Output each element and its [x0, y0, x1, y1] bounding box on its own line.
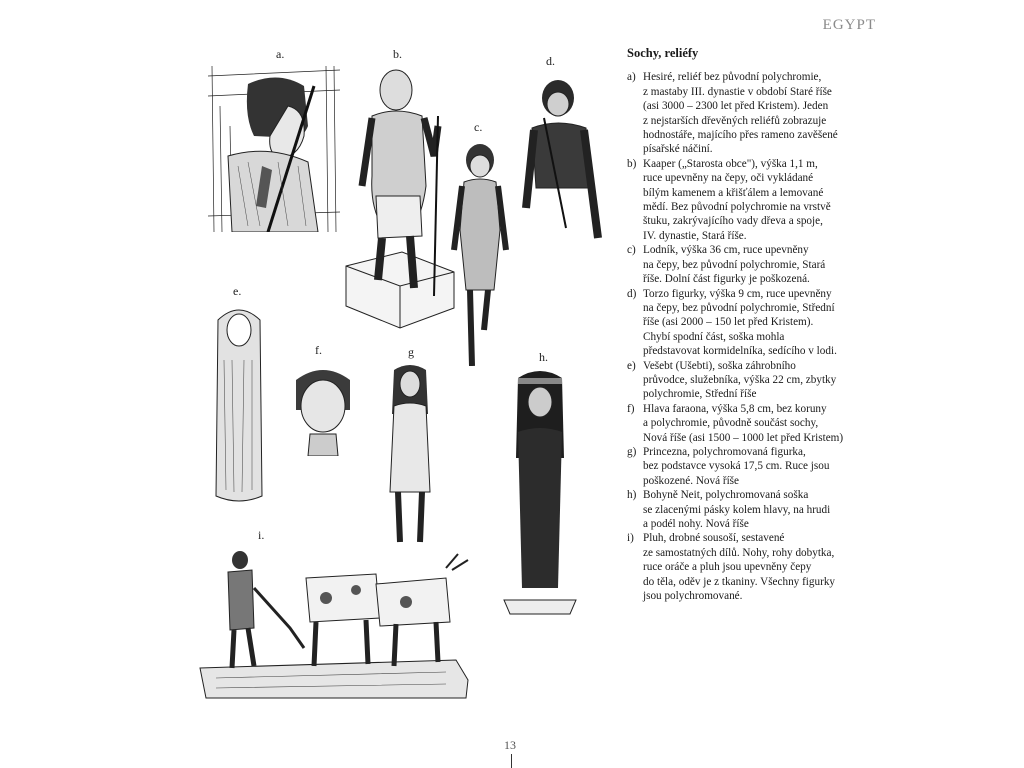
- caption-letter: a): [627, 71, 636, 84]
- boatman-figure-illustration: [450, 140, 510, 366]
- caption-line: Vešebt (Ušebti), soška záhrobního: [643, 359, 796, 372]
- caption-letter: h): [627, 489, 637, 502]
- figure-label-d: d.: [546, 54, 555, 68]
- kaaper-statue-illustration: [342, 66, 458, 336]
- caption-item: [627, 445, 877, 488]
- caption-line: na čepy, bez původní polychromie, Střední: [643, 301, 835, 314]
- caption-item: [627, 531, 877, 603]
- page-number: 13: [504, 738, 516, 752]
- torso-figure-illustration: [518, 78, 608, 248]
- pharaoh-head-illustration: [290, 360, 356, 456]
- figure-label-i: i.: [258, 528, 265, 542]
- caption-item: [627, 488, 877, 531]
- caption-line: z mastaby III. dynastie v období Staré říše: [643, 85, 832, 98]
- figure-label-g: g: [408, 345, 414, 359]
- caption-line: Hlava faraona, výška 5,8 cm, bez koruny: [643, 402, 827, 415]
- caption-line: Nová říše (asi 1500 – 1000 let před Kristem): [643, 431, 844, 444]
- caption-line: Princezna, polychromovaná figurka,: [643, 445, 806, 458]
- plough-group-illustration: [196, 548, 472, 700]
- section-title: Sochy, reliéfy: [627, 46, 699, 60]
- caption-line: průvodce, služebníka, výška 22 cm, zbytky: [643, 373, 837, 386]
- caption-line: hodnostáře, majícího přes rameno zavěšené: [643, 129, 838, 142]
- caption-line: štuku, zakrývajícího vady dřeva a spoje,: [643, 215, 823, 228]
- captions-column: [627, 46, 877, 603]
- caption-item: [627, 287, 877, 359]
- caption-list: [627, 70, 877, 603]
- princess-figure-illustration: [380, 362, 440, 552]
- caption-line: Kaaper („Starosta obce"), výška 1,1 m,: [643, 157, 818, 170]
- caption-line: představovat kormidelníka, sedícího v lodi.: [643, 345, 837, 358]
- caption-line: ruce oráče a pluh jsou upevněny čepy: [643, 561, 812, 574]
- caption-line: z nejstarších dřevěných reliéfů zobrazuje: [643, 114, 827, 127]
- caption-line: Lodník, výška 36 cm, ruce upevněny: [643, 244, 809, 257]
- caption-line: bílým kamenem a křišťálem a lemované: [643, 186, 824, 199]
- caption-letter: i): [627, 532, 634, 545]
- caption-item: [627, 243, 877, 286]
- caption-line: říše. Dolní část figurky je poškozená.: [643, 273, 810, 286]
- caption-line: Pluh, drobné sousoší, sestavené: [643, 532, 785, 545]
- ushabti-figure-illustration: [212, 300, 266, 506]
- figure-label-f: f.: [315, 343, 322, 357]
- figure-label-e: e.: [233, 284, 242, 298]
- caption-line: a podél nohy. Nová říše: [643, 518, 749, 530]
- caption-letter: c): [627, 244, 636, 257]
- caption-letter: d): [627, 287, 637, 300]
- caption-line: ruce upevněny na čepy, oči vykládané: [643, 172, 814, 185]
- caption-letter: g): [627, 445, 637, 458]
- neith-statuette-illustration: [500, 368, 580, 620]
- caption-line: polychromie, Střední říše: [643, 388, 757, 401]
- figure-label-h: h.: [539, 350, 548, 364]
- caption-line: ze samostatných dílů. Nohy, rohy dobytka,: [643, 546, 835, 559]
- caption-line: do těla, oděv je z tkaniny. Všechny figurky: [643, 575, 836, 588]
- caption-item: [627, 70, 877, 156]
- caption-line: říše (asi 2000 – 150 let před Kristem).: [643, 316, 814, 329]
- caption-line: Torzo figurky, výška 9 cm, ruce upevněny: [643, 287, 832, 300]
- caption-item: [627, 359, 877, 402]
- folio-rule: [511, 754, 512, 768]
- caption-line: Hesiré, reliéf bez původní polychromie,: [643, 71, 822, 84]
- caption-line: jsou polychromované.: [643, 590, 743, 603]
- caption-line: poškozené. Nová říše: [643, 474, 739, 487]
- relief-hesire-illustration: [208, 66, 340, 232]
- caption-letter: b): [627, 157, 637, 170]
- caption-letter: f): [627, 402, 635, 415]
- caption-line: bez podstavce vysoká 17,5 cm. Ruce jsou: [643, 460, 830, 473]
- caption-line: mědí. Bez původní polychromie na vrstvě: [643, 201, 831, 214]
- caption-line: Chybí spodní část, soška mohla: [643, 330, 785, 343]
- caption-item: [627, 157, 877, 243]
- caption-line: se zlacenými pásky kolem hlavy, na hrudi: [643, 503, 831, 516]
- caption-line: a polychromie, původně součást sochy,: [643, 417, 819, 430]
- caption-line: písařské náčiní.: [643, 143, 713, 156]
- caption-item: [627, 402, 877, 445]
- caption-line: na čepy, bez původní polychromie, Stará: [643, 258, 826, 271]
- figure-label-b: b.: [393, 47, 402, 61]
- figure-label-a: a.: [276, 47, 285, 61]
- caption-line: (asi 3000 – 2300 let před Kristem). Jeden: [643, 100, 829, 113]
- caption-line: Bohyně Neit, polychromovaná soška: [643, 489, 809, 502]
- caption-letter: e): [627, 359, 636, 372]
- figure-label-c: c.: [474, 120, 483, 134]
- running-head: EGYPT: [822, 17, 876, 33]
- caption-line: IV. dynastie, Stará říše.: [643, 229, 747, 242]
